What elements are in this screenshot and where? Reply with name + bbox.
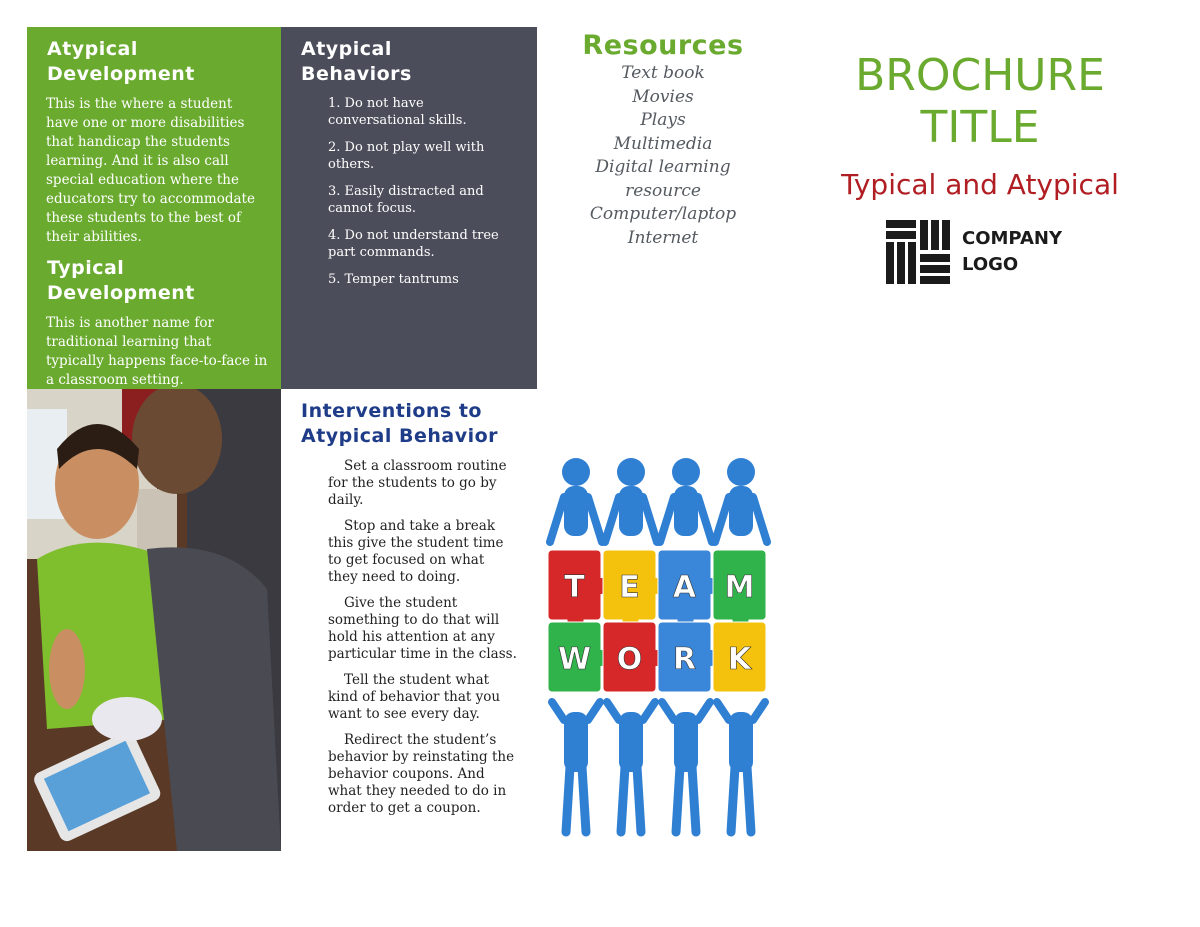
atypical-development-heading: Atypical Development [47,38,195,85]
figure-leg [692,767,696,832]
figure-leg [582,767,586,832]
figure-arm [588,497,602,542]
atypical-behaviors-heading: Atypical Behaviors [301,38,412,85]
logo-text-line2: LOGO [962,254,1019,275]
atypical-development-text: This is the where a student have one or more disabilities that handicap the students learning. And it is also call special education where the educators try to accommodate these students to the best of their abilities. [46,96,255,245]
figure-leg [747,767,751,832]
resources-list [563,62,763,250]
resource-item: Text book [621,63,705,83]
resource-item: Movies [632,86,694,107]
list-item: 1. Do not have conversational skills. [328,96,467,128]
puzzle-letter: K [727,642,752,677]
figure-arm [715,497,729,542]
figure-arm [698,497,712,542]
brochure-title: BROCHURE TITLE [855,50,1105,153]
figure-head [562,458,590,486]
figure-arm [660,497,674,542]
resource-item: resource [625,180,701,201]
resource-item: Internet [627,227,699,248]
puzzle-letter: M [724,570,755,605]
figure-head [617,458,645,486]
figure-head [727,458,755,486]
figure-leg [621,767,625,832]
figure-body [674,486,698,536]
resource-item: Digital learning [595,157,731,177]
figure-arm [698,702,710,720]
puzzle-letter: R [672,642,697,677]
resources-heading: Resources [582,30,744,61]
list-item: 5. Temper tantrums [328,272,459,287]
figure-arm [588,702,600,720]
resource-item: Multimedia [613,133,713,154]
figure-leg [637,767,641,832]
intervention-paragraph: Give the student something to do that will hold his attention at any particular time in the class. [328,595,517,662]
puzzle-letter: T [564,570,585,605]
figure-leg [731,767,735,832]
atypical-development-panel [27,27,281,389]
figure-arm [643,497,657,542]
intervention-paragraph: Stop and take a break this give the student time to get focused on what they need to doing. [328,518,504,585]
logo-text-line1: COMPANY [962,228,1062,249]
typical-development-heading: Typical Development [47,257,195,304]
list-item: 4. Do not understand tree part commands. [328,228,499,260]
figure-arm [643,702,655,720]
figure-arm [550,497,564,542]
typical-development-text: This is another name for traditional learning that typically happens face-to-face in a classroom setting. [46,315,268,388]
interventions-text [328,458,518,826]
figure-body [619,486,643,536]
intervention-paragraph: Tell the student what kind of behavior that you want to see every day. [328,672,501,722]
list-item: 2. Do not play well with others. [328,140,485,172]
atypical-behaviors-panel [281,27,537,389]
resource-item: Plays [640,110,686,130]
figure-arm [552,702,564,720]
puzzle-letter: W [557,642,592,677]
intervention-paragraph: Redirect the student’s behavior by reinstating the behavior coupons. And what they needed to do in order to get a coupon. [328,732,515,816]
figure-arm [662,702,674,720]
puzzle-letter: A [672,570,697,605]
interventions-heading: Interventions to Atypical Behavior [301,400,499,447]
figure-arm [607,702,619,720]
puzzle-letter: O [616,642,643,677]
classroom-photo-illustration [27,389,281,851]
resource-item: Computer/laptop [589,204,737,224]
figure-arm [717,702,729,720]
figure-arm [605,497,619,542]
classroom-photo [27,389,281,851]
figure-body [729,486,753,536]
figure-arm [753,497,767,542]
atypical-behaviors-list [328,95,518,298]
brochure-subtitle: Typical and Atypical [841,168,1119,201]
teamwork-puzzle-image [538,402,790,865]
figure-body [564,486,588,536]
intervention-paragraph: Set a classroom routine for the students to go by daily. [328,458,507,508]
puzzle-letter: E [619,570,640,605]
figure-head [672,458,700,486]
figure-leg [566,767,570,832]
company-logo [886,220,1086,284]
logo-mark-icon [886,220,950,284]
figure-leg [676,767,680,832]
figure-arm [753,702,765,720]
list-item: 3. Easily distracted and cannot focus. [328,184,484,216]
teamwork-puzzle-illustration [538,402,790,865]
